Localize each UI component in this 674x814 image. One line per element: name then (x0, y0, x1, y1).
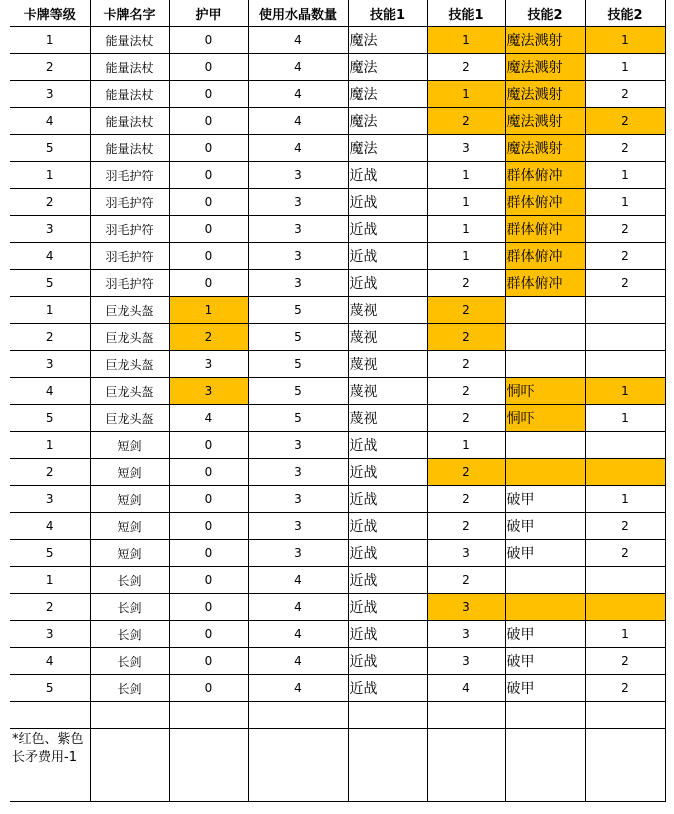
empty-cell (348, 729, 427, 802)
cell-crystal-cost: 3 (248, 243, 348, 270)
table-row (10, 297, 665, 324)
cell-armor: 4 (169, 405, 248, 432)
cell-skill2-level: 2 (585, 513, 665, 540)
cell-skill1: 近战 (348, 621, 427, 648)
cell-skill2: 魔法溅射 (505, 81, 585, 108)
cell-crystal-cost: 3 (248, 189, 348, 216)
table-row (10, 351, 665, 378)
cell-crystal-cost: 5 (248, 405, 348, 432)
cell-skill2: 破甲 (505, 675, 585, 702)
card-table (10, 0, 666, 802)
cell-card-level: 3 (10, 621, 90, 648)
cell-armor: 0 (169, 27, 248, 54)
cell-skill2-level: 1 (585, 378, 665, 405)
table-row (10, 324, 665, 351)
empty-cell (427, 702, 505, 729)
cell-skill2 (505, 351, 585, 378)
cell-skill1-level: 2 (427, 297, 505, 324)
empty-cell (248, 702, 348, 729)
cell-crystal-cost: 3 (248, 459, 348, 486)
empty-cell (427, 729, 505, 802)
table-row (10, 54, 665, 81)
table-row (10, 540, 665, 567)
header-skill2: 技能2 (505, 0, 585, 27)
table-row (10, 432, 665, 459)
cell-skill1-level: 2 (427, 513, 505, 540)
cell-skill1-level: 3 (427, 540, 505, 567)
cell-card-name: 巨龙头盔 (90, 351, 169, 378)
cell-armor: 0 (169, 432, 248, 459)
table-row (10, 594, 665, 621)
table-row (10, 675, 665, 702)
cell-card-level: 4 (10, 243, 90, 270)
cell-skill2-level: 2 (585, 135, 665, 162)
cell-card-name: 长剑 (90, 675, 169, 702)
cell-skill1: 近战 (348, 486, 427, 513)
cell-crystal-cost: 4 (248, 567, 348, 594)
cell-crystal-cost: 3 (248, 513, 348, 540)
cell-card-name: 能量法杖 (90, 81, 169, 108)
cell-skill2-level: 2 (585, 108, 665, 135)
empty-cell (169, 729, 248, 802)
cell-skill2-level: 1 (585, 621, 665, 648)
note-row (10, 729, 665, 802)
cell-card-level: 3 (10, 216, 90, 243)
cell-card-level: 1 (10, 297, 90, 324)
cell-skill1: 近战 (348, 162, 427, 189)
cell-skill2: 魔法溅射 (505, 135, 585, 162)
cell-skill1-level: 3 (427, 594, 505, 621)
cell-skill1-level: 2 (427, 270, 505, 297)
cell-skill1: 近战 (348, 594, 427, 621)
cell-skill2-level: 1 (585, 189, 665, 216)
empty-cell (169, 702, 248, 729)
cell-crystal-cost: 5 (248, 351, 348, 378)
cell-skill1: 魔法 (348, 27, 427, 54)
cell-crystal-cost: 4 (248, 648, 348, 675)
cell-armor: 0 (169, 216, 248, 243)
cell-armor: 0 (169, 81, 248, 108)
header-armor: 护甲 (169, 0, 248, 27)
empty-cell (10, 702, 90, 729)
cell-crystal-cost: 3 (248, 162, 348, 189)
cell-skill2: 破甲 (505, 540, 585, 567)
cell-skill2: 破甲 (505, 621, 585, 648)
cell-skill1: 蔑视 (348, 378, 427, 405)
cell-card-level: 1 (10, 567, 90, 594)
cell-skill1: 近战 (348, 216, 427, 243)
cell-armor: 0 (169, 270, 248, 297)
table-body (10, 27, 665, 802)
empty-cell (505, 729, 585, 802)
cell-armor: 0 (169, 621, 248, 648)
cell-skill2: 群体俯冲 (505, 270, 585, 297)
cell-crystal-cost: 3 (248, 216, 348, 243)
table-row (10, 189, 665, 216)
cell-skill1-level: 3 (427, 648, 505, 675)
cell-skill2: 破甲 (505, 513, 585, 540)
table-row (10, 459, 665, 486)
cell-skill1: 蔑视 (348, 297, 427, 324)
cell-card-level: 4 (10, 108, 90, 135)
cell-armor: 0 (169, 594, 248, 621)
cell-skill2-level: 1 (585, 27, 665, 54)
cell-skill2-level: 2 (585, 648, 665, 675)
cell-skill2: 恫吓 (505, 378, 585, 405)
cell-armor: 3 (169, 351, 248, 378)
cell-crystal-cost: 4 (248, 621, 348, 648)
cell-crystal-cost: 4 (248, 135, 348, 162)
cell-crystal-cost: 3 (248, 540, 348, 567)
cell-skill1: 魔法 (348, 135, 427, 162)
cell-card-level: 3 (10, 81, 90, 108)
cell-armor: 0 (169, 648, 248, 675)
cell-card-level: 3 (10, 486, 90, 513)
cell-card-name: 巨龙头盔 (90, 405, 169, 432)
cell-skill2-level: 2 (585, 81, 665, 108)
cell-card-name: 长剑 (90, 594, 169, 621)
cell-card-name: 能量法杖 (90, 54, 169, 81)
table-row (10, 135, 665, 162)
cell-card-name: 羽毛护符 (90, 270, 169, 297)
cell-crystal-cost: 5 (248, 297, 348, 324)
cell-skill2: 群体俯冲 (505, 243, 585, 270)
cell-armor: 3 (169, 378, 248, 405)
table-row (10, 486, 665, 513)
table-row (10, 27, 665, 54)
header-card-level: 卡牌等级 (10, 0, 90, 27)
cell-skill1-level: 2 (427, 324, 505, 351)
cell-crystal-cost: 4 (248, 594, 348, 621)
empty-cell (585, 702, 665, 729)
cell-armor: 0 (169, 162, 248, 189)
cell-skill2 (505, 594, 585, 621)
cell-armor: 0 (169, 540, 248, 567)
cell-skill1: 蔑视 (348, 324, 427, 351)
cell-crystal-cost: 5 (248, 378, 348, 405)
cell-skill1: 近战 (348, 513, 427, 540)
header-crystal-cost: 使用水晶数量 (248, 0, 348, 27)
cell-card-name: 羽毛护符 (90, 162, 169, 189)
cell-crystal-cost: 3 (248, 270, 348, 297)
cell-card-level: 5 (10, 135, 90, 162)
cell-card-name: 短剑 (90, 459, 169, 486)
cell-card-level: 4 (10, 513, 90, 540)
cell-card-name: 短剑 (90, 486, 169, 513)
cell-card-level: 2 (10, 459, 90, 486)
cell-card-level: 2 (10, 54, 90, 81)
cell-card-level: 5 (10, 675, 90, 702)
header-card-name: 卡牌名字 (90, 0, 169, 27)
cell-armor: 2 (169, 324, 248, 351)
cell-crystal-cost: 4 (248, 81, 348, 108)
cell-skill2-level: 2 (585, 243, 665, 270)
cell-skill2-level: 2 (585, 540, 665, 567)
cell-card-name: 巨龙头盔 (90, 378, 169, 405)
cell-skill2-level (585, 594, 665, 621)
cell-card-level: 4 (10, 378, 90, 405)
cell-skill1-level: 2 (427, 378, 505, 405)
cell-skill1: 近战 (348, 459, 427, 486)
cell-skill2-level (585, 432, 665, 459)
cell-skill2: 魔法溅射 (505, 27, 585, 54)
cell-card-name: 能量法杖 (90, 135, 169, 162)
table-row (10, 378, 665, 405)
cell-skill2-level: 1 (585, 405, 665, 432)
cell-skill1-level: 1 (427, 27, 505, 54)
cell-crystal-cost: 4 (248, 54, 348, 81)
cell-skill1: 蔑视 (348, 405, 427, 432)
cell-skill1: 近战 (348, 648, 427, 675)
cell-skill1: 近战 (348, 675, 427, 702)
cell-crystal-cost: 4 (248, 675, 348, 702)
cell-card-name: 羽毛护符 (90, 189, 169, 216)
cell-armor: 0 (169, 108, 248, 135)
table-row (10, 567, 665, 594)
cell-skill1-level: 2 (427, 351, 505, 378)
cell-skill1-level: 1 (427, 189, 505, 216)
cell-skill1: 魔法 (348, 108, 427, 135)
cell-skill2: 群体俯冲 (505, 216, 585, 243)
header-skill1-level: 技能1 (427, 0, 505, 27)
cell-skill2-level: 1 (585, 162, 665, 189)
cell-skill2-level: 2 (585, 270, 665, 297)
cell-crystal-cost: 4 (248, 108, 348, 135)
cell-skill2-level: 1 (585, 486, 665, 513)
cell-card-name: 短剑 (90, 432, 169, 459)
cell-skill2 (505, 432, 585, 459)
cell-skill1: 魔法 (348, 54, 427, 81)
empty-cell (90, 702, 169, 729)
cell-skill1-level: 4 (427, 675, 505, 702)
cell-skill1-level: 1 (427, 81, 505, 108)
cell-skill2-level: 2 (585, 675, 665, 702)
cell-skill2 (505, 297, 585, 324)
cell-card-name: 长剑 (90, 621, 169, 648)
cell-skill1-level: 2 (427, 108, 505, 135)
cell-skill1: 魔法 (348, 81, 427, 108)
cell-armor: 0 (169, 459, 248, 486)
cell-crystal-cost: 4 (248, 27, 348, 54)
header-skill2-level: 技能2 (585, 0, 665, 27)
table-row (10, 270, 665, 297)
cell-skill1-level: 1 (427, 162, 505, 189)
cell-skill2-level (585, 351, 665, 378)
table-row (10, 648, 665, 675)
cell-card-level: 2 (10, 324, 90, 351)
table-row (10, 162, 665, 189)
cell-crystal-cost: 3 (248, 432, 348, 459)
cell-skill2-level (585, 297, 665, 324)
cell-card-name: 短剑 (90, 513, 169, 540)
table-row (10, 108, 665, 135)
cell-armor: 0 (169, 243, 248, 270)
empty-cell (585, 729, 665, 802)
cell-skill1-level: 2 (427, 567, 505, 594)
cell-card-name: 巨龙头盔 (90, 324, 169, 351)
cell-skill1-level: 1 (427, 243, 505, 270)
empty-row (10, 702, 665, 729)
footnote: *红色、紫色长矛费用-1 (10, 729, 90, 802)
cell-card-name: 能量法杖 (90, 27, 169, 54)
cell-skill2: 群体俯冲 (505, 189, 585, 216)
cell-crystal-cost: 3 (248, 486, 348, 513)
cell-card-name: 羽毛护符 (90, 243, 169, 270)
empty-cell (505, 702, 585, 729)
cell-skill2: 恫吓 (505, 405, 585, 432)
table-row (10, 621, 665, 648)
header-skill1: 技能1 (348, 0, 427, 27)
cell-skill2 (505, 567, 585, 594)
cell-skill2: 破甲 (505, 486, 585, 513)
cell-skill2: 群体俯冲 (505, 162, 585, 189)
empty-cell (90, 729, 169, 802)
cell-card-name: 羽毛护符 (90, 216, 169, 243)
cell-skill2: 魔法溅射 (505, 108, 585, 135)
cell-card-level: 5 (10, 270, 90, 297)
cell-skill1: 近战 (348, 270, 427, 297)
table-row (10, 81, 665, 108)
cell-card-name: 巨龙头盔 (90, 297, 169, 324)
cell-skill1-level: 2 (427, 486, 505, 513)
cell-skill2 (505, 324, 585, 351)
cell-card-level: 4 (10, 648, 90, 675)
cell-skill1-level: 3 (427, 621, 505, 648)
cell-skill2-level: 2 (585, 216, 665, 243)
cell-card-level: 2 (10, 594, 90, 621)
cell-skill1-level: 2 (427, 459, 505, 486)
cell-skill2-level (585, 324, 665, 351)
cell-card-level: 5 (10, 405, 90, 432)
cell-card-level: 2 (10, 189, 90, 216)
cell-armor: 0 (169, 135, 248, 162)
cell-card-name: 能量法杖 (90, 108, 169, 135)
table-row (10, 216, 665, 243)
cell-skill2: 魔法溅射 (505, 54, 585, 81)
cell-armor: 1 (169, 297, 248, 324)
cell-crystal-cost: 5 (248, 324, 348, 351)
cell-armor: 0 (169, 189, 248, 216)
header-row (10, 0, 665, 27)
cell-skill1: 近战 (348, 567, 427, 594)
cell-skill1: 近战 (348, 540, 427, 567)
cell-skill1: 近战 (348, 189, 427, 216)
cell-armor: 0 (169, 675, 248, 702)
cell-armor: 0 (169, 486, 248, 513)
table-row (10, 405, 665, 432)
cell-armor: 0 (169, 513, 248, 540)
cell-card-level: 1 (10, 432, 90, 459)
cell-skill1-level: 2 (427, 54, 505, 81)
cell-card-level: 1 (10, 162, 90, 189)
cell-skill2-level (585, 459, 665, 486)
cell-armor: 0 (169, 54, 248, 81)
cell-skill2: 破甲 (505, 648, 585, 675)
cell-skill1-level: 1 (427, 432, 505, 459)
cell-card-name: 短剑 (90, 540, 169, 567)
cell-skill1-level: 1 (427, 216, 505, 243)
cell-card-name: 长剑 (90, 648, 169, 675)
cell-skill2-level: 1 (585, 54, 665, 81)
cell-skill1: 近战 (348, 243, 427, 270)
cell-skill1: 近战 (348, 432, 427, 459)
cell-skill1-level: 2 (427, 405, 505, 432)
cell-card-name: 长剑 (90, 567, 169, 594)
empty-cell (248, 729, 348, 802)
cell-card-level: 3 (10, 351, 90, 378)
cell-card-level: 1 (10, 27, 90, 54)
cell-card-level: 5 (10, 540, 90, 567)
cell-armor: 0 (169, 567, 248, 594)
cell-skill2 (505, 459, 585, 486)
cell-skill1: 蔑视 (348, 351, 427, 378)
cell-skill2-level (585, 567, 665, 594)
cell-skill1-level: 3 (427, 135, 505, 162)
empty-cell (348, 702, 427, 729)
table-row (10, 243, 665, 270)
table-row (10, 513, 665, 540)
